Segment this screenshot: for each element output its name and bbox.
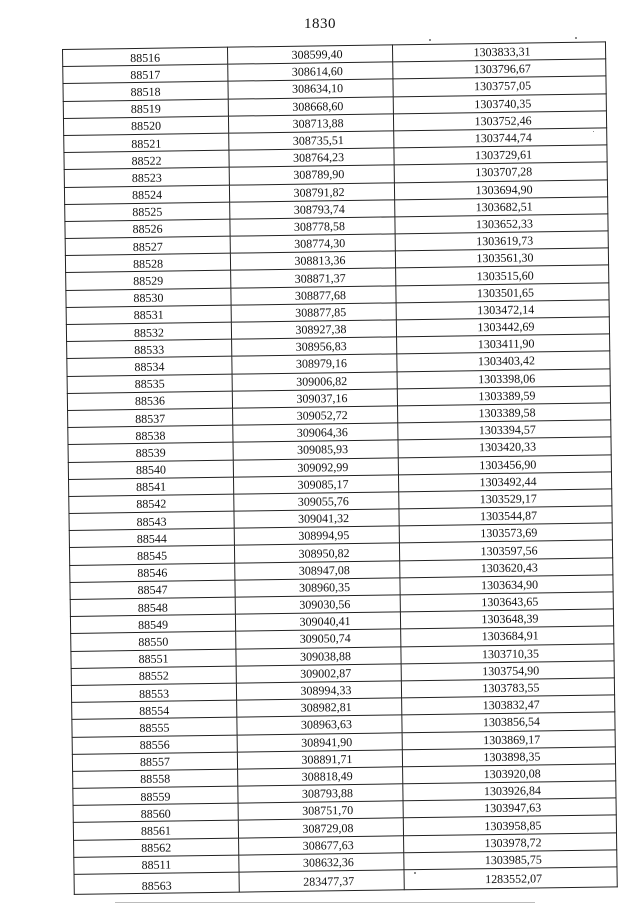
y-coordinate-cell: 1303597,56 [399, 540, 612, 560]
point-number-cell: 88529 [66, 271, 231, 290]
point-number-cell: 88525 [65, 202, 230, 221]
y-coordinate-cell: 1303648,39 [400, 609, 613, 629]
x-coordinate-cell: 308994,33 [236, 681, 401, 700]
y-coordinate-cell: 1303740,35 [393, 93, 606, 113]
x-coordinate-cell: 308764,23 [229, 148, 394, 167]
y-coordinate-cell: 1303389,59 [397, 386, 610, 406]
x-coordinate-cell: 308871,37 [231, 268, 396, 287]
x-coordinate-cell: 308891,71 [237, 750, 402, 769]
x-coordinate-cell: 308791,82 [229, 182, 394, 201]
point-number-cell: 88541 [69, 477, 234, 496]
y-coordinate-cell: 1303729,61 [394, 145, 607, 165]
point-number-cell: 88551 [71, 649, 236, 668]
x-coordinate-cell: 308774,30 [230, 234, 395, 253]
point-number-cell: 88562 [74, 838, 239, 857]
y-coordinate-cell: 1303544,87 [399, 506, 612, 526]
point-number-cell: 88548 [70, 597, 235, 616]
x-coordinate-cell: 308813,36 [230, 251, 395, 270]
x-coordinate-cell: 308735,51 [229, 131, 394, 150]
y-coordinate-cell: 1303796,67 [393, 59, 606, 79]
x-coordinate-cell: 309085,93 [233, 440, 398, 459]
y-coordinate-cell: 1303403,42 [397, 351, 610, 371]
x-coordinate-cell: 309064,36 [233, 423, 398, 442]
y-coordinate-cell: 1303573,69 [399, 523, 612, 543]
y-coordinate-cell: 1303501,65 [396, 283, 609, 303]
scan-edge-line [115, 902, 535, 903]
y-coordinate-cell: 1303420,33 [398, 437, 611, 457]
point-number-cell: 88539 [68, 442, 233, 461]
point-number-cell: 88516 [63, 47, 228, 66]
scan-speck [414, 872, 416, 874]
x-coordinate-cell: 309052,72 [233, 406, 398, 425]
y-coordinate-cell: 1303744,74 [394, 128, 607, 148]
y-coordinate-cell: 1303634,90 [400, 575, 613, 595]
point-number-cell: 88536 [67, 391, 232, 410]
point-number-cell: 88546 [70, 563, 235, 582]
point-number-cell: 88547 [70, 580, 235, 599]
point-number-cell: 88528 [65, 253, 230, 272]
point-number-cell: 88521 [64, 133, 229, 152]
point-number-cell: 88533 [67, 339, 232, 358]
point-number-cell: 88560 [73, 803, 238, 822]
point-number-cell: 88540 [68, 460, 233, 479]
y-coordinate-cell: 1303442,69 [396, 317, 609, 337]
x-coordinate-cell: 309055,76 [234, 492, 399, 511]
y-coordinate-cell: 1303978,72 [404, 832, 617, 852]
point-number-cell: 88542 [69, 494, 234, 513]
point-number-cell: 88519 [63, 99, 228, 118]
x-coordinate-cell: 309092,99 [233, 457, 398, 476]
y-coordinate-cell: 1303652,33 [395, 214, 608, 234]
y-coordinate-cell: 1303898,35 [402, 747, 615, 767]
y-coordinate-cell: 1303389,58 [398, 403, 611, 423]
x-coordinate-cell: 309030,56 [235, 595, 400, 614]
x-coordinate-cell: 308729,08 [238, 818, 403, 837]
y-coordinate-cell: 1303394,57 [398, 420, 611, 440]
point-number-cell: 88517 [63, 64, 228, 83]
point-number-cell: 88549 [70, 614, 235, 633]
x-coordinate-cell: 308677,63 [239, 835, 404, 854]
y-coordinate-cell: 1303856,54 [402, 712, 615, 732]
y-coordinate-cell: 1303684,91 [401, 626, 614, 646]
x-coordinate-cell: 308877,85 [231, 303, 396, 322]
x-coordinate-cell: 283477,37 [239, 870, 404, 892]
x-coordinate-cell: 309085,17 [233, 475, 398, 494]
y-coordinate-cell: 1303411,90 [397, 334, 610, 354]
y-coordinate-cell: 1303472,14 [396, 300, 609, 320]
point-number-cell: 88531 [66, 305, 231, 324]
y-coordinate-cell: 1303620,43 [400, 557, 613, 577]
point-number-cell: 88532 [66, 322, 231, 341]
point-number-cell: 88537 [68, 408, 233, 427]
point-number-cell: 88527 [65, 236, 230, 255]
scan-speck [575, 37, 577, 39]
y-coordinate-cell: 1303926,84 [403, 781, 616, 801]
point-number-cell: 88563 [74, 872, 239, 894]
page-number: 1830 [304, 16, 336, 32]
point-number-cell: 88544 [69, 528, 234, 547]
x-coordinate-cell: 309040,41 [235, 612, 400, 631]
point-number-cell: 88522 [64, 150, 229, 169]
x-coordinate-cell: 308793,74 [230, 200, 395, 219]
y-coordinate-cell: 1303832,47 [402, 695, 615, 715]
y-coordinate-cell: 1303682,51 [395, 197, 608, 217]
y-coordinate-cell: 1303757,05 [393, 76, 606, 96]
point-number-cell: 88524 [64, 185, 229, 204]
point-number-cell: 88559 [73, 786, 238, 805]
y-coordinate-cell: 1303492,44 [398, 472, 611, 492]
x-coordinate-cell: 309041,32 [234, 509, 399, 528]
y-coordinate-cell: 1303752,46 [393, 111, 606, 131]
x-coordinate-cell: 308947,08 [235, 560, 400, 579]
x-coordinate-cell: 309050,74 [236, 629, 401, 648]
x-coordinate-cell: 308751,70 [238, 801, 403, 820]
y-coordinate-cell: 1303515,60 [396, 265, 609, 285]
point-number-cell: 88545 [69, 546, 234, 565]
y-coordinate-cell: 1303643,65 [400, 592, 613, 612]
y-coordinate-cell: 1303707,28 [394, 162, 607, 182]
x-coordinate-cell: 308793,88 [238, 784, 403, 803]
x-coordinate-cell: 308713,88 [228, 114, 393, 133]
point-number-cell: 88557 [72, 752, 237, 771]
point-number-cell: 88552 [71, 666, 236, 685]
point-number-cell: 88520 [63, 116, 228, 135]
x-coordinate-cell: 308963,63 [237, 715, 402, 734]
y-coordinate-cell: 1303985,75 [404, 850, 617, 870]
point-number-cell: 88543 [69, 511, 234, 530]
x-coordinate-cell: 308778,58 [230, 217, 395, 236]
x-coordinate-cell: 309002,87 [236, 664, 401, 683]
scan-speck [593, 131, 594, 132]
point-number-cell: 88534 [67, 357, 232, 376]
x-coordinate-cell: 308994,95 [234, 526, 399, 545]
point-number-cell: 88558 [73, 769, 238, 788]
x-coordinate-cell: 308877,68 [231, 285, 396, 304]
x-coordinate-cell: 308941,90 [237, 732, 402, 751]
y-coordinate-cell: 1303694,90 [394, 179, 607, 199]
point-number-cell: 88523 [64, 167, 229, 186]
y-coordinate-cell: 1303710,35 [401, 643, 614, 663]
point-number-cell: 88530 [66, 288, 231, 307]
point-number-cell: 88538 [68, 425, 233, 444]
y-coordinate-cell: 1303529,17 [399, 489, 612, 509]
y-coordinate-cell: 1283552,07 [404, 867, 617, 890]
y-coordinate-cell: 1303833,31 [392, 42, 605, 62]
y-coordinate-cell: 1303754,90 [401, 661, 614, 681]
x-coordinate-cell: 309038,88 [236, 646, 401, 665]
x-coordinate-cell: 308632,36 [239, 853, 404, 872]
y-coordinate-cell: 1303869,17 [402, 729, 615, 749]
x-coordinate-cell: 308634,10 [228, 79, 393, 98]
point-number-cell: 88555 [72, 717, 237, 736]
y-coordinate-cell: 1303456,90 [398, 454, 611, 474]
x-coordinate-cell: 308668,60 [228, 96, 393, 115]
y-coordinate-cell: 1303920,08 [403, 764, 616, 784]
x-coordinate-cell: 308614,60 [228, 62, 393, 81]
x-coordinate-cell: 308960,35 [235, 578, 400, 597]
y-coordinate-cell: 1303958,85 [403, 815, 616, 835]
y-coordinate-cell: 1303561,30 [395, 248, 608, 268]
table-body [63, 42, 618, 895]
point-number-cell: 88518 [63, 82, 228, 101]
y-coordinate-cell: 1303783,55 [401, 678, 614, 698]
x-coordinate-cell: 308599,40 [227, 45, 392, 64]
point-number-cell: 88556 [72, 735, 237, 754]
x-coordinate-cell: 309037,16 [232, 389, 397, 408]
scan-speck [429, 39, 431, 41]
point-number-cell: 88553 [71, 683, 236, 702]
x-coordinate-cell: 308982,81 [237, 698, 402, 717]
coordinates-table [62, 41, 618, 895]
point-number-cell: 88511 [74, 855, 239, 874]
x-coordinate-cell: 308927,38 [231, 320, 396, 339]
y-coordinate-cell: 1303398,06 [397, 368, 610, 388]
point-number-cell: 88550 [71, 632, 236, 651]
x-coordinate-cell: 308956,83 [232, 337, 397, 356]
y-coordinate-cell: 1303947,63 [403, 798, 616, 818]
point-number-cell: 88561 [73, 821, 238, 840]
x-coordinate-cell: 309006,82 [232, 371, 397, 390]
point-number-cell: 88526 [65, 219, 230, 238]
point-number-cell: 88554 [72, 700, 237, 719]
x-coordinate-cell: 308818,49 [238, 767, 403, 786]
point-number-cell: 88535 [67, 374, 232, 393]
x-coordinate-cell: 308789,90 [229, 165, 394, 184]
y-coordinate-cell: 1303619,73 [395, 231, 608, 251]
x-coordinate-cell: 308950,82 [234, 543, 399, 562]
x-coordinate-cell: 308979,16 [232, 354, 397, 373]
